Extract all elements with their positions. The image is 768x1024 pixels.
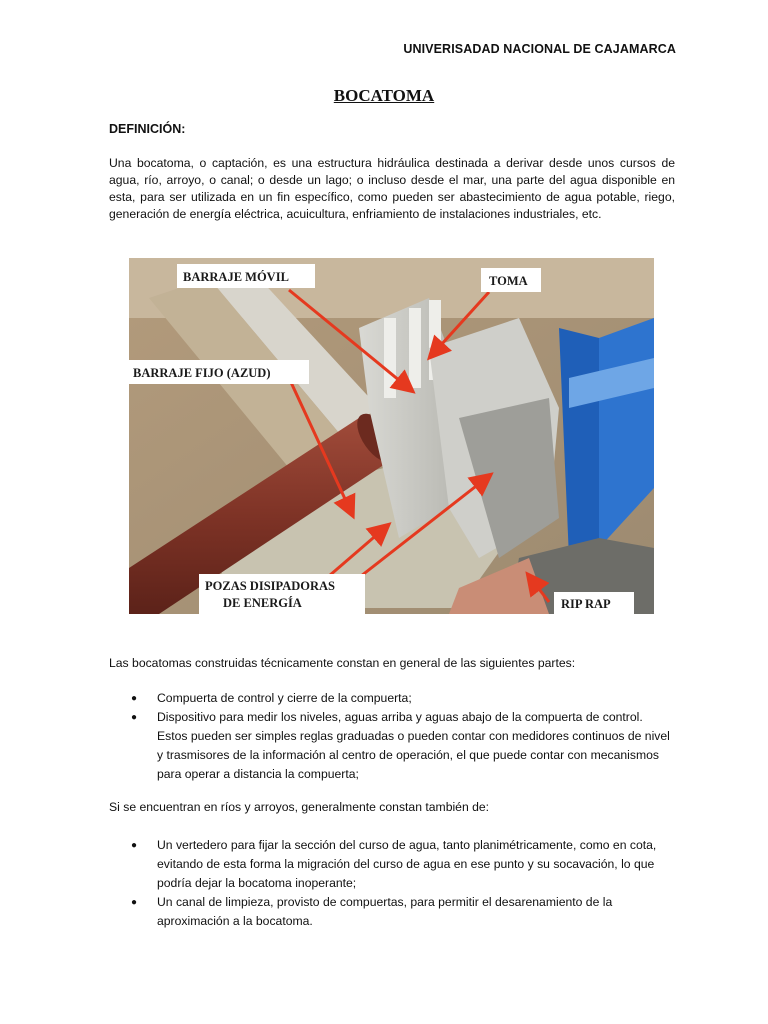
list-item-text: Dispositivo para medir los niveles, aguas arriba y aguas abajo de la compuerta de control. Estos pueden ser simples reglas graduadas o pueden contar con medidores continuos de nivel y trasmisores de la información al centro de operación, el que puede contar con mecanismos para operar a distancia la compuerta; bbox=[157, 710, 670, 781]
list-item bbox=[131, 689, 676, 708]
rivers-intro: Si se encuentran en ríos y arroyos, generalmente constan también de: bbox=[109, 800, 490, 814]
list-item-text: Un vertedero para fijar la sección del curso de agua, tanto planimétricamente, como en cota, evitando de esta forma la migración del curso de agua en ese punto y su socavación, lo que podría dejar la bocatoma inoperante; bbox=[157, 838, 657, 890]
institution-header: UNIVERISADAD NACIONAL DE CAJAMARCA bbox=[403, 42, 676, 56]
bullet: ● bbox=[131, 712, 138, 723]
bocatoma-photo bbox=[129, 258, 654, 614]
parts-intro: Las bocatomas construidas técnicamente constan en general de las siguientes partes: bbox=[109, 656, 576, 670]
label-barraje-fijo: BARRAJE FIJO (AZUD) bbox=[133, 366, 271, 380]
label-rip-rap: RIP RAP bbox=[561, 597, 611, 611]
bullet: ● bbox=[131, 897, 138, 908]
definition-heading: DEFINICIÓN: bbox=[109, 122, 186, 136]
list-item bbox=[131, 836, 676, 893]
label-barraje-movil: BARRAJE MÓVIL bbox=[183, 270, 289, 284]
list-item bbox=[131, 708, 676, 784]
label-pozas-1: POZAS DISIPADORAS bbox=[205, 579, 335, 593]
rivers-list bbox=[131, 836, 676, 931]
parts-list bbox=[131, 689, 676, 784]
bullet: ● bbox=[131, 840, 138, 851]
definition-paragraph: Una bocatoma, o captación, es una estructura hidráulica destinada a derivar desde unos cursos de agua, río, arroyo, o canal; o desde un lago; o incluso desde el mar, una parte del agua disponible en esta, para ser utilizada en un fin específico, como pueden ser abastecimiento de agua potable, riego, generación de energía eléctrica, acuicultura, enfriamiento de instalaciones industriales, etc. bbox=[109, 156, 675, 221]
page-title: BOCATOMA bbox=[333, 86, 435, 105]
label-pozas-2: DE ENERGÍA bbox=[223, 596, 302, 610]
list-item bbox=[131, 893, 676, 931]
bullet: ● bbox=[131, 693, 138, 704]
list-item-text: Un canal de limpieza, provisto de compuertas, para permitir el desarenamiento de la aproximación a la bocatoma. bbox=[157, 895, 613, 928]
list-item-text: Compuerta de control y cierre de la compuerta; bbox=[157, 691, 412, 705]
label-toma: TOMA bbox=[489, 274, 528, 288]
